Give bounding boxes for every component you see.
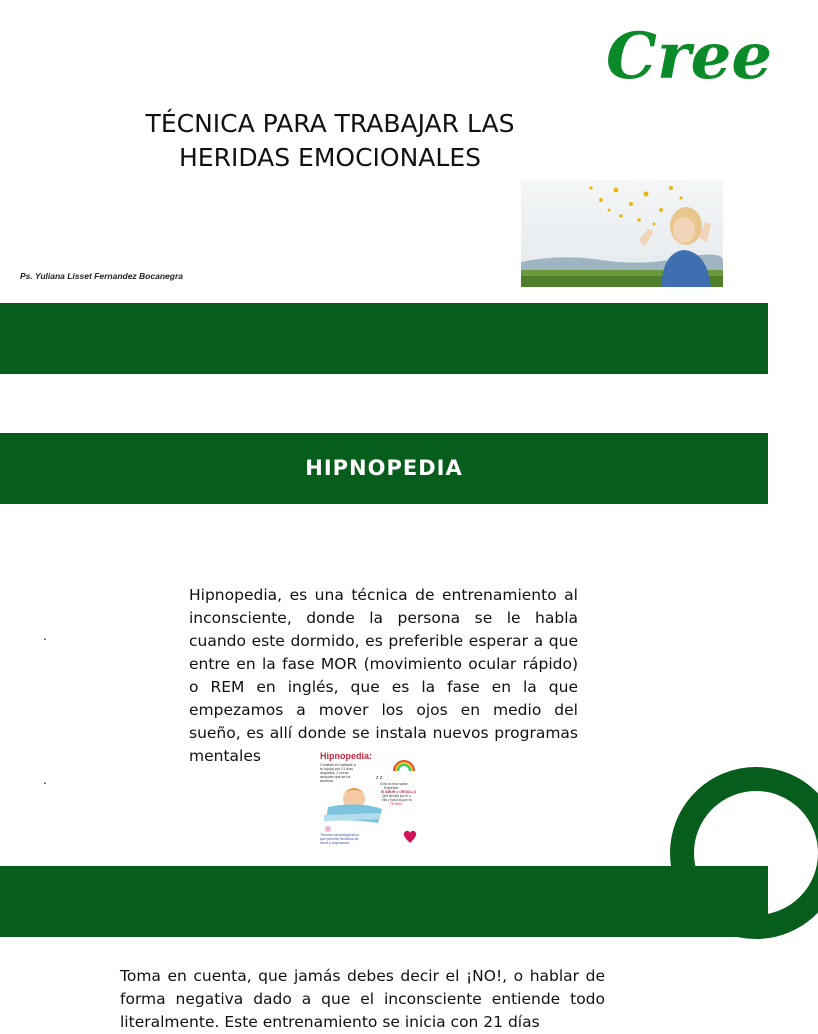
infographic-side-3: El AMOR y ORGULLO (381, 790, 417, 794)
title-line-1: TÉCNICA PARA TRABAJAR LAS (145, 109, 515, 138)
infographic-side-1: Crea un tono suave. (380, 782, 409, 786)
infographic-line-1: Consiste en hablarle a (320, 763, 356, 767)
infographic-side-2: Expresión: (384, 786, 400, 790)
logo-text: Cree (606, 19, 773, 94)
green-band-top (0, 303, 768, 374)
paragraph-hipnopedia: Hipnopedia, es una técnica de entrenamiento al inconsciente, donde la persona se le habla cuando este dormido, es preferible esperar a que entre en la fase MOR (movimiento ocular rápido) o REM en inglés, que es la fase en la que empezamos a mover los ojos en medio del sueño, es allí donde se instala nuevos programas mentales (189, 586, 578, 765)
bullet-2: . (43, 773, 47, 787)
infographic-side-6: TE AMO. (390, 802, 403, 806)
infographic-line-3: seguidos, 2 horas (320, 771, 349, 775)
author-credit: Ps. Yuliana Lisset Fernandez Bocanegra (20, 271, 183, 281)
infographic-foot-1: Técnica neurolingüística (320, 833, 359, 837)
section-title: HIPNOPEDIA (305, 456, 463, 480)
bullet-1: . (43, 629, 47, 643)
infographic-side-4: Que sientes por él o (382, 794, 411, 798)
green-band-bottom (0, 866, 768, 937)
infographic-side-5: ella y todo los que es (382, 798, 412, 802)
infographic-foot-2: que permite llenarlos de (320, 837, 359, 841)
infographic-foot-3: amor y esperanza. (320, 841, 350, 845)
title-line-2: HERIDAS EMOCIONALES (178, 143, 481, 172)
infographic-line-4: después que se ha (320, 775, 351, 779)
woman-butterflies-photo (521, 180, 723, 287)
svg-text:z z: z z (376, 775, 383, 781)
infographic-line-5: dormido. (320, 779, 334, 783)
hipnopedia-infographic (318, 749, 420, 857)
infographic-title: Hipnopedia: (320, 751, 372, 761)
page-title (100, 107, 560, 175)
paragraph-advice: Toma en cuenta, que jamás debes decir el ¡NO!, o hablar de forma negativa dado a que el inconsciente entiende todo literalmente. Este entrenamiento se inicia con 21 días (120, 967, 605, 1031)
infographic-line-2: tu hijo(a) por 21 días (320, 767, 353, 771)
cree-logo (604, 16, 773, 94)
